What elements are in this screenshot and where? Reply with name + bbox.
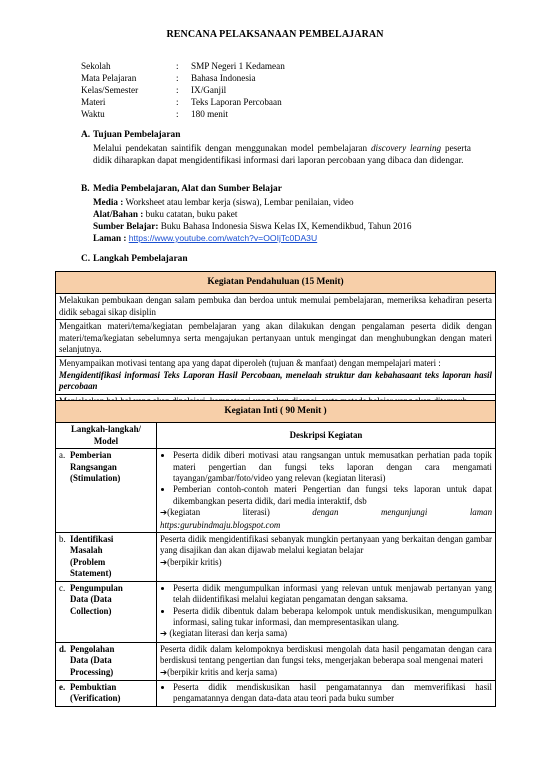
step-letter: b. <box>59 534 66 545</box>
arrow-icon: ➔ <box>160 557 168 568</box>
step-label: Pengolahan <box>70 643 115 654</box>
tujuan-text-end: peserta didik diharapkan dapat mengidentifikasi informasi dari laporan percobaan yang dibaca dan didengar. <box>93 143 471 165</box>
info-row-kelas <box>81 84 226 96</box>
tujuan-text: Melalui pendekatan saintifik dengan menggunakan model pembelajaran <box>93 143 371 153</box>
blog-url: https:gurubindmaju.blogspot.com <box>160 519 281 530</box>
step-a-desc <box>157 449 496 533</box>
alat-value: buku catatan, buku paket <box>143 209 238 219</box>
section-a-heading <box>81 130 180 140</box>
section-title: Media Pembelajaran, Alat dan Sumber Belajar <box>93 184 282 194</box>
note-word: dengan <box>312 507 339 518</box>
info-colon: : <box>176 61 179 71</box>
info-colon: : <box>176 85 179 95</box>
arrow-icon: ➔ <box>160 629 168 640</box>
info-key: Mata Pelajaran <box>81 73 137 83</box>
step-e-desc <box>157 680 496 706</box>
step-label: Data (Data <box>70 655 112 666</box>
list-item: • Peserta didik mengumpulkan informasi yang relevan untuk menjawab pertanyan yang telah diidentifikasi melalui kegiatan pengamatan dengan saksama. <box>173 583 492 606</box>
section-letter: A. <box>81 130 91 140</box>
info-row-mapel <box>81 72 256 84</box>
step-b-desc <box>157 533 496 582</box>
inti-table <box>55 400 496 707</box>
info-value: Teks Laporan Percobaan <box>191 97 282 107</box>
table-row <box>56 581 496 642</box>
step-d-desc <box>157 642 496 680</box>
laman-label: Laman : <box>93 233 127 243</box>
pendahuluan-table <box>55 271 496 409</box>
arrow-icon: ➔ <box>160 508 168 519</box>
table-row <box>56 642 496 680</box>
inti-header: Kegiatan Inti ( 90 Menit ) <box>56 401 496 423</box>
step-text: Peserta didik mengidentifikasi sebanyak mungkin pertanyaan yang berkaitan dengan gambar yang disajikan dan akan dijawab melalui kegiatan belajar <box>160 534 492 556</box>
info-colon: : <box>176 97 179 107</box>
step-note: (kegiatan literasi dan kerja sama) <box>167 628 288 639</box>
note-word: (kegiatan <box>167 507 201 518</box>
laman-line <box>93 232 317 244</box>
step-label: (Stimulation) <box>70 473 121 484</box>
info-row-waktu <box>81 108 228 120</box>
note-word: mengunjungi <box>380 507 428 518</box>
step-letter: c. <box>59 582 66 593</box>
laman-link[interactable]: https://www.youtube.com/watch?v=OOIjTc0DA3U <box>128 233 318 243</box>
table-row <box>56 680 496 706</box>
info-key: Waktu <box>81 109 105 119</box>
literasi-note <box>160 507 492 519</box>
section-b-heading <box>81 184 282 194</box>
step-label: Pemberian <box>70 450 112 461</box>
step-label: Processing) <box>70 666 114 677</box>
info-value: IX/Ganjil <box>191 85 227 95</box>
note-word: literasi) <box>242 507 270 518</box>
step-letter: d. <box>59 643 67 654</box>
alat-line <box>93 208 237 220</box>
step-a <box>56 449 157 533</box>
step-label: (Verification) <box>70 693 121 704</box>
step-b <box>56 533 157 582</box>
alat-label: Alat/Bahan : <box>93 209 144 219</box>
section-title: Tujuan Pembelajaran <box>93 130 181 140</box>
motivasi-text: Menyampaikan motivasi tentang apa yang dapat diperoleh (tujuan & manfaat) dengan mempelajari materi : <box>59 358 441 369</box>
step-c <box>56 581 157 642</box>
section-c-heading <box>81 254 188 264</box>
info-value: 180 menit <box>191 109 229 119</box>
info-key: Sekolah <box>81 61 111 71</box>
step-letter: e. <box>59 681 66 692</box>
pendahuluan-row: Melakukan pembukaan dengan salam pembuka dan berdoa untuk memulai pembelajaran, memeriksa kehadiran peserta didik sebagai sikap disiplin <box>56 294 496 320</box>
info-key: Materi <box>81 97 106 107</box>
step-e <box>56 680 157 706</box>
table-row <box>56 533 496 582</box>
col-header-langkah: Langkah-langkah/ Model <box>56 423 157 449</box>
col-header-deskripsi: Deskripsi Kegiatan <box>157 423 496 449</box>
page-title: RENCANA PELAKSANAAN PEMBELAJARAN <box>166 29 384 40</box>
info-row-sekolah <box>81 60 285 72</box>
step-note: (berpikir kritis and kerja sama) <box>167 666 278 677</box>
info-colon: : <box>176 109 179 119</box>
info-colon: : <box>176 73 179 83</box>
sumber-line <box>93 220 412 232</box>
list-item: • Peserta didik mendiskusikan hasil pengamatannya dan memverifikasi hasil pengamatannya dengan data-data atau teori pada buku sumber <box>173 682 492 705</box>
list-item: • Peserta didik diberi motivasi atau rangsangan untuk memusatkan perhatian pada topik materi pengertian dan fungsi teks laporan dengan cara mengamati tayangan/gambar/foto/video yang relevan (kegiatan literasi) <box>173 450 492 484</box>
note-word: laman <box>469 507 492 518</box>
media-label: Media : <box>93 197 124 207</box>
pendahuluan-row <box>56 357 496 394</box>
step-label: Pembuktian <box>70 681 117 692</box>
step-label: Statement) <box>70 568 112 579</box>
table-row <box>56 449 496 533</box>
media-line <box>93 196 354 208</box>
section-letter: C. <box>81 254 91 264</box>
tujuan-paragraph <box>93 142 471 166</box>
step-label: Rangsangan <box>70 461 117 472</box>
sumber-label: Sumber Belajar: <box>93 221 159 231</box>
section-title: Langkah Pembelajaran <box>93 254 188 264</box>
step-label: Masalah <box>70 545 103 556</box>
list-item: • Peserta didik dibentuk dalam beberapa kelompok untuk mendiskusikan, mengumpulkan informasi, saling tukar informasi, dan mempresentasikan ulang. <box>173 606 492 629</box>
motivasi-topic: Mengidentifikasi informasi Teks Laporan Hasil Percobaan, menelaah struktur dan kebahasaant teks laporan hasil percobaan <box>59 369 492 392</box>
tujuan-italic: discovery learning <box>370 143 442 153</box>
step-label: Data (Data <box>70 594 112 605</box>
info-key: Kelas/Semester <box>81 85 139 95</box>
step-label: Pengumpulan <box>70 582 123 593</box>
pendahuluan-header: Kegiatan Pendahuluan (15 Menit) <box>56 272 496 294</box>
arrow-icon: ➔ <box>160 667 168 678</box>
list-item: • Pemberian contoh-contoh materi Pengertian dan fungsi teks laporan untuk dapat dikembangkan peserta didik, dari media interaktif, dsb <box>173 484 492 507</box>
step-label: Identifikasi <box>70 534 114 545</box>
step-c-desc <box>157 581 496 642</box>
pendahuluan-row: Mengaitkan materi/tema/kegiatan pembelajaran yang akan dilakukan dengan pengalaman peserta didik dengan materi/tema/kegiatan sebelumnya serta mengajukan pertanyaan untuk mengingat dan menghubungkan dengan materi selanjutnya. <box>56 320 496 357</box>
step-label: Collection) <box>70 605 112 616</box>
step-text: Peserta didik dalam kelompoknya berdiskusi mengolah data hasil pengamatan dengan cara berdiskusi tentang pengertian dan fungsi teks, mengerjakan beberapa soal mengenai materi <box>160 643 492 666</box>
sumber-value: Buku Bahasa Indonesia Siswa Kelas IX, Kemendikbud, Tahun 2016 <box>158 221 412 231</box>
media-value: Worksheet atau lembar kerja (siswa), Lembar penilaian, video <box>123 197 354 207</box>
info-value: SMP Negeri 1 Kedamean <box>191 61 285 71</box>
step-label: (Problem <box>70 556 106 567</box>
info-value: Bahasa Indonesia <box>191 73 256 83</box>
step-d <box>56 642 157 680</box>
section-letter: B. <box>81 184 90 194</box>
info-row-materi <box>81 96 282 108</box>
step-note: (berpikir kritis) <box>167 556 222 567</box>
step-letter: a. <box>59 450 66 461</box>
